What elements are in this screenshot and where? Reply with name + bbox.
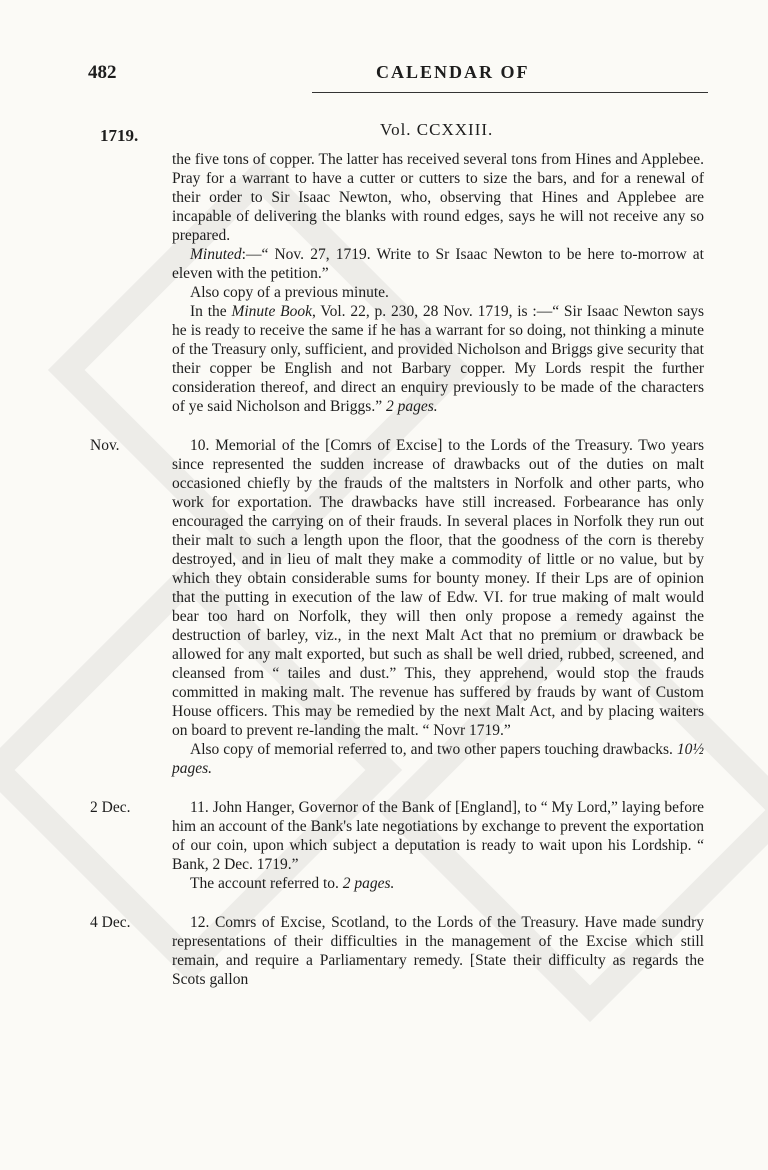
page-count: 10½ pages. bbox=[172, 741, 704, 777]
minuted-text: :—“ Nov. 27, 1719. Write to Sr Isaac Newton to be here to-morrow at eleven with the petition.” bbox=[172, 246, 704, 282]
header-rule bbox=[312, 92, 708, 93]
paragraph-attachment bbox=[172, 874, 704, 893]
document-body bbox=[90, 150, 704, 989]
text-run: The account referred to. bbox=[190, 875, 343, 892]
volume-heading: Vol. CCXXIII. bbox=[380, 120, 494, 139]
paragraph: Also copy of a previous minute. bbox=[190, 284, 389, 301]
entry-10 bbox=[90, 436, 704, 778]
paragraph-minuted bbox=[172, 245, 704, 283]
minute-book-title: Minute Book bbox=[231, 303, 313, 320]
text-run: , Vol. 22, p. 230, 28 Nov. 1719, is :—“ Sir Isaac Newton says he is ready to receive the same if he has a warrant for so doing, not thinking a minute of the Treasury only, sufficient, and provided Nicholson and Briggs give security that their copper be English and not Barbary copper. My Lords respit the further consideration thereof, and direct an enquiry previously to be made of the characters of ye said Nicholson and Briggs.” bbox=[172, 303, 704, 415]
margin-date: 4 Dec. bbox=[90, 914, 131, 931]
margin-year: 1719. bbox=[100, 126, 139, 145]
margin-date: 2 Dec. bbox=[90, 799, 131, 816]
page-number: 482 bbox=[88, 62, 117, 83]
minuted-label: Minuted bbox=[190, 246, 242, 263]
paragraph-minute-book bbox=[172, 302, 704, 416]
page-count: 2 pages. bbox=[385, 398, 438, 415]
paragraph: 10. Memorial of the [Comrs of Excise] to the Lords of the Treasury. Two years since represented the sudden increase of drawbacks out of the duties on malt occasioned chiefly by the frauds of the maltsters in Norfolk and other parts, who work for exportation. The drawbacks have still increased. Forbearance has only encouraged the carrying on of their frauds. In several places in Norfolk they run out their malt to such a length upon the floor, that the goodness of the corn is thereby destroyed, and in lieu of malt they make a commodity of little or no value, but by which they obtain considerable sums for bounty money. If their Lps are of opinion that the putting in execution of the law of Edw. VI. for true making of malt would bear too hard on Norfolk, they will then only propose a remedy against the destruction of barley, viz., in the next Malt Act that no premium or drawback be allowed for any malt exported, but such as shall be well dried, rubbed, screened, and cleansed from “ tailes and dust.” This, they apprehend, would stop the frauds committed in making malt. The revenue has suffered by frauds by want of Custom House officers. This may be remedied by the next Malt Act, and by placing waiters on board to prevent re-landing the malt. “ Novr 1719.” bbox=[172, 437, 704, 739]
paragraph: the five tons of copper. The latter has received several tons from Hines and Applebee. Pray for a warrant to have a cutter or cutters to size the bars, and for a renewal of their order to Sir Isaac Newton, who, observing that Hines and Applebee are incapable of delivering the blanks with round edges, says he will not receive any so prepared. bbox=[172, 151, 704, 244]
text-run: Also copy of memorial referred to, and two other papers touching drawbacks. bbox=[190, 741, 677, 758]
paragraph: 12. Comrs of Excise, Scotland, to the Lords of the Treasury. Have made sundry representations of their difficulties in the management of the Excise which still remain, and require a Parliamentary remedy. [State their difficulty as regards the Scots gallon bbox=[172, 914, 704, 988]
text-run: In the bbox=[190, 303, 232, 320]
page-count: 2 pages. bbox=[342, 875, 395, 892]
running-title: CALENDAR OF bbox=[376, 62, 530, 82]
paragraph-attachment bbox=[172, 740, 704, 778]
paragraph: 11. John Hanger, Governor of the Bank of [England], to “ My Lord,” laying before him an account of the Bank's late negotiations by exchange to prevent the exportation of our coin, upon which subject a deputation is ready to wait upon his Lordship. “ Bank, 2 Dec. 1719.” bbox=[172, 799, 704, 873]
page-header bbox=[88, 62, 708, 92]
entry-11 bbox=[90, 798, 704, 893]
margin-date: Nov. bbox=[90, 437, 120, 454]
entry-12 bbox=[90, 913, 704, 989]
